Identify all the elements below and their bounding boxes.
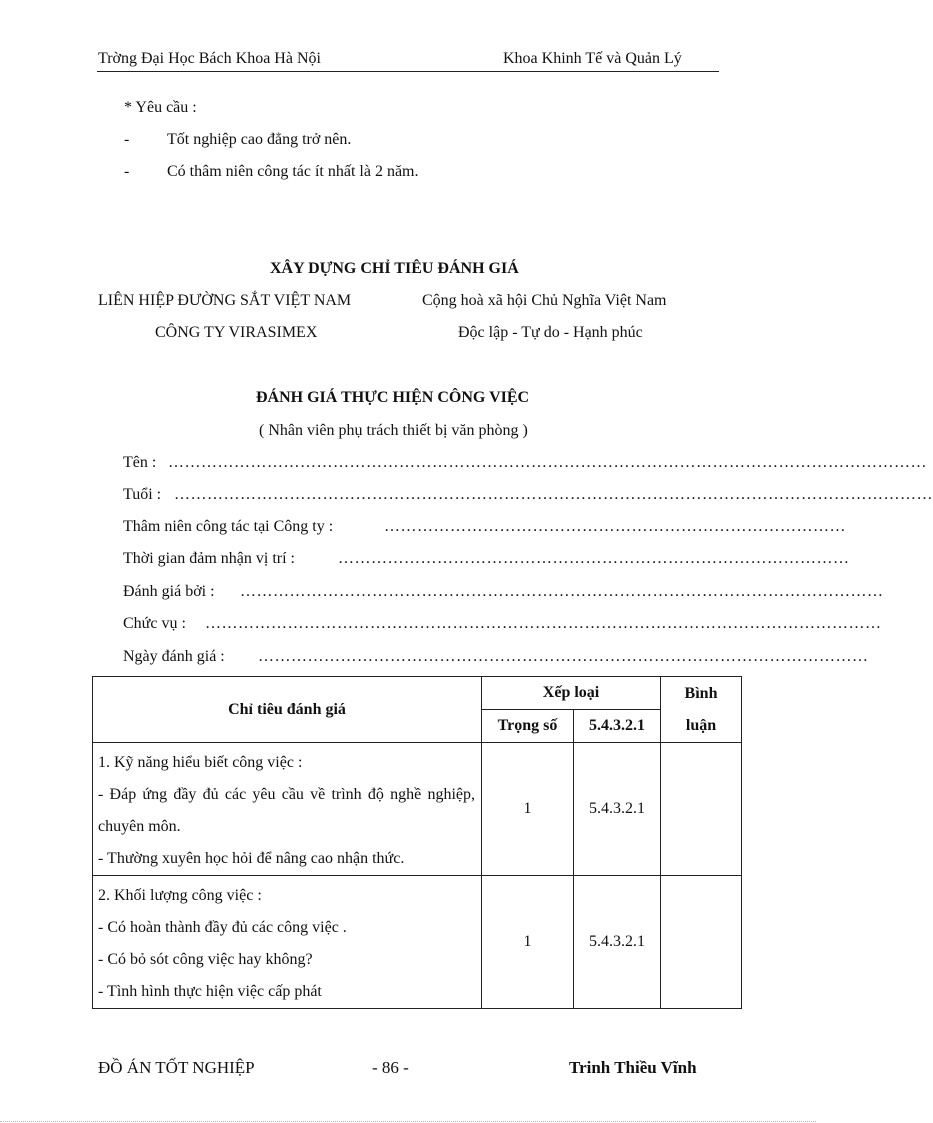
form-subtitle: ( Nhân viên phụ trách thiết bị văn phòng ) [259,422,528,439]
requirement-item: Có thâm niên công tác ít nhất là 2 năm. [167,163,419,180]
field-date-line[interactable]: ………………………………………………………………………………………………… [258,648,869,665]
weight-cell: 1 [482,876,574,1009]
scale-cell[interactable]: 5.4.3.2.1 [574,876,661,1009]
field-position-time-label: Thời gian đảm nhận vị trí : [123,550,295,567]
criteria-heading: 2. Khối lượng công việc : [98,887,262,904]
criteria-cell [93,743,482,876]
header-faculty: Khoa Khinh Tế và Quản Lý [503,50,682,67]
scale-cell[interactable]: 5.4.3.2.1 [574,743,661,876]
header-comment-line2: luận [685,716,717,734]
page-edge [0,1121,816,1122]
criteria-detail: - Tình hình thực hiện việc cấp phát [98,983,322,1000]
header-weight: Trọng số [482,710,574,743]
requirements-title: * Yêu cầu : [124,99,197,116]
field-seniority-label: Thâm niên công tác tại Công ty : [123,518,334,535]
requirement-bullet: - [124,131,130,148]
field-name-line[interactable]: ………………………………………………………………………………………………………………………… [168,454,927,471]
footer-page-number: - 86 - [372,1058,409,1077]
field-evaluator-line[interactable]: ……………………………………………………………………………………………………… [240,583,884,600]
national-motto: Cộng hoà xã hội Chủ Nghĩa Việt Nam [422,292,667,309]
table-row [93,876,742,1009]
criteria-heading: 1. Kỹ năng hiểu biết công việc : [98,754,303,771]
evaluation-table [92,676,742,1009]
requirement-item: Tốt nghiệp cao đẳng trở nên. [167,131,352,148]
field-title-label: Chức vụ : [123,615,186,632]
header-scale: 5.4.3.2.1 [574,710,661,743]
requirement-bullet: - [124,163,130,180]
footer-thesis: ĐỒ ÁN TỐT NGHIỆP [98,1058,255,1077]
company-name: CÔNG TY VIRASIMEX [155,324,318,341]
field-evaluator-label: Đánh giá bởi : [123,583,215,600]
criteria-cell [93,876,482,1009]
table-row [93,743,742,876]
field-name-label: Tên : [123,454,157,471]
org-name: LIÊN HIỆP ĐƯỜNG SẮT VIỆT NAM [98,292,352,309]
field-position-time-line[interactable]: ………………………………………………………………………………… [338,550,850,567]
weight-cell: 1 [482,743,574,876]
table-header-row [93,677,742,710]
criteria-detail: - Có bỏ sót công việc hay không? [98,951,313,968]
field-seniority-line[interactable]: ………………………………………………………………………… [384,518,846,535]
criteria-detail: - Thường xuyên học hỏi để nâng cao nhận thức. [98,850,405,867]
section-title: XÂY DỰNG CHỈ TIÊU ĐÁNH GIÁ [270,260,519,277]
criteria-detail: - Có hoàn thành đầy đủ các công việc . [98,919,347,936]
field-date-label: Ngày đánh giá : [123,648,225,665]
header-comment-line1: Bình [684,684,718,702]
criteria-detail: - Đáp ứng đầy đủ các yêu cầu về trình độ nghề nghiệp, chuyên môn. [98,786,475,835]
field-age-line[interactable]: ………………………………………………………………………………………………………………………… [174,486,933,503]
field-age-label: Tuổi : [123,486,162,503]
header-divider [97,71,719,72]
footer-author: Trinh Thiều Vĩnh [569,1058,697,1077]
comment-cell[interactable] [661,743,742,876]
national-slogan: Độc lập - Tự do - Hạnh phúc [458,324,643,341]
field-title-line[interactable]: …………………………………………………………………………………………………………… [205,615,882,632]
form-title: ĐÁNH GIÁ THỰC HIỆN CÔNG VIỆC [256,389,530,406]
header-school: Trờng Đại Học Bách Khoa Hà Nội [98,50,321,67]
comment-cell[interactable] [661,876,742,1009]
header-criteria: Chỉ tiêu đánh giá [93,677,482,743]
header-rating: Xếp loại [482,677,661,710]
header-comment [661,677,742,743]
